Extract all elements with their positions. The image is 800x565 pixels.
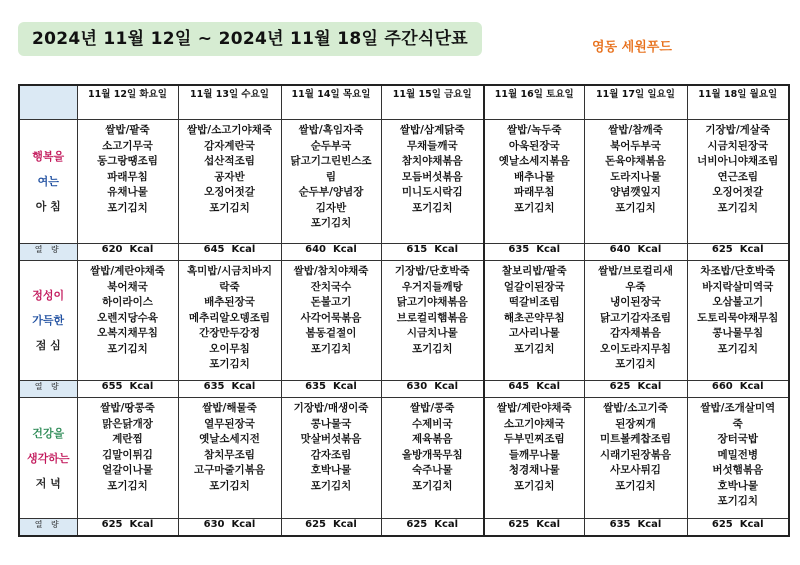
dish-item: 감자채볶음 — [610, 327, 661, 339]
kcal-value: 625 Kcal — [584, 381, 687, 398]
dish-item: 버섯햄볶음 — [712, 464, 764, 476]
dish-item: 포기김치 — [717, 495, 759, 507]
dish-item: 호박나물 — [717, 479, 759, 492]
day-header: 11월 13일 수요일 — [178, 85, 281, 120]
meal-label-line: 점 심 — [35, 339, 61, 352]
day-header: 11월 17일 일요일 — [584, 85, 687, 120]
menu-cell — [484, 120, 584, 244]
dish-item: 북어두부국 — [610, 139, 661, 152]
dish-item: 얼갈이된장국 — [503, 280, 565, 293]
meal-row-dinner — [19, 398, 789, 519]
meal-label-line: 아 침 — [35, 200, 61, 213]
menu-cell — [584, 261, 687, 381]
dish-item: 우죽 — [625, 280, 646, 293]
dish-item: 쌀밥/땅콩죽 — [100, 402, 155, 414]
dish-item: 포기김치 — [310, 217, 352, 229]
meal-label-dinner — [19, 398, 77, 519]
dish-item: 옛날소세지볶음 — [498, 155, 570, 167]
dish-item: 바지락살미역국 — [702, 280, 774, 293]
kcal-row-lunch — [19, 381, 789, 398]
dish-item: 유채나물 — [107, 186, 148, 198]
kcal-value: 640 Kcal — [584, 244, 687, 261]
header-corner — [19, 85, 77, 120]
dish-item: 미니도시락김 — [401, 186, 463, 198]
dish-item: 오징어젓갈 — [204, 186, 255, 198]
kcal-label: 열 량 — [19, 381, 77, 398]
menu-cell — [281, 120, 381, 244]
dish-item: 미트볼케찹조림 — [599, 433, 671, 445]
menu-cell — [584, 120, 687, 244]
dish-item: 오이무침 — [209, 342, 250, 355]
dish-item: 시금치나물 — [406, 327, 458, 339]
dish-item: 감자조림 — [310, 448, 352, 461]
dish-item: 브로컬리햄볶음 — [396, 311, 468, 324]
dish-item: 장터국밥 — [717, 433, 759, 445]
dish-item: 기장밥/단호박죽 — [394, 265, 470, 277]
menu-cell — [77, 261, 178, 381]
dish-item: 포기김치 — [107, 342, 148, 355]
dish-item: 참치무조림 — [204, 448, 255, 461]
dish-item: 무채들깨국 — [406, 139, 458, 152]
dish-item: 포기김치 — [209, 201, 250, 214]
kcal-value: 630 Kcal — [178, 519, 281, 537]
dish-item: 공자반 — [214, 170, 245, 183]
dish-item: 오렌지당수육 — [97, 311, 158, 324]
dish-item: 포기김치 — [107, 201, 148, 214]
dish-item: 쌀밥/조개살미역 — [700, 402, 776, 414]
dish-item: 쌀밥/소고기죽 — [603, 402, 668, 414]
dish-item: 아욱된장국 — [508, 139, 560, 152]
kcal-value: 625 Kcal — [381, 519, 484, 537]
dish-item: 고구마줄기볶음 — [193, 464, 265, 476]
kcal-value: 630 Kcal — [381, 381, 484, 398]
dish-item: 사모사튀김 — [610, 464, 661, 476]
dish-item: 포기김치 — [615, 201, 656, 214]
kcal-value: 615 Kcal — [381, 244, 484, 261]
meal-label-line: 저 녁 — [35, 476, 61, 490]
kcal-row-dinner — [19, 519, 789, 537]
dish-item: 포기김치 — [615, 479, 656, 492]
kcal-value: 635 Kcal — [178, 381, 281, 398]
dish-item: 포기김치 — [513, 479, 555, 492]
meal-label-line: 가득한 — [32, 314, 65, 327]
dish-item: 콩나물무침 — [712, 327, 764, 339]
dish-item: 포기김치 — [717, 201, 759, 214]
dish-item: 간장만두강정 — [199, 327, 260, 339]
menu-cell — [178, 398, 281, 519]
dish-item: 우거지들깨탕 — [401, 280, 463, 293]
dish-item: 냉이된장국 — [610, 296, 661, 308]
dish-item: 제육볶음 — [411, 433, 453, 445]
dish-item: 포기김치 — [209, 358, 250, 370]
menu-cell — [178, 120, 281, 244]
dish-item: 포기김치 — [411, 342, 453, 355]
meal-label-line: 행복을 — [32, 150, 65, 163]
dish-item: 두부민찌조림 — [503, 433, 565, 445]
dish-item: 올방개묵무침 — [401, 448, 463, 461]
dish-item: 찰보리밥/팥죽 — [501, 265, 567, 277]
dish-item: 숙주나물 — [411, 464, 453, 476]
dish-item: 된장찌개 — [615, 417, 656, 430]
dish-item: 쌀밥/삼계닭죽 — [399, 124, 465, 136]
dish-item: 쌀밥/소고기야채죽 — [187, 124, 272, 136]
dish-item: 포기김치 — [513, 201, 555, 214]
dish-item: 쌀밥/흑임자죽 — [298, 124, 364, 136]
kcal-value: 635 Kcal — [281, 381, 381, 398]
dish-item: 쌀밥/팥죽 — [105, 124, 150, 136]
page-title: 2024년 11월 12일 ~ 2024년 11월 18일 주간식단표 — [31, 29, 469, 49]
dish-item: 쌀밥/참치야채죽 — [293, 265, 369, 277]
kcal-value: 645 Kcal — [484, 381, 584, 398]
menu-cell — [381, 398, 484, 519]
kcal-value: 625 Kcal — [687, 244, 789, 261]
day-header: 11월 16일 토요일 — [484, 85, 584, 120]
dish-item: 시금치된장국 — [707, 139, 769, 152]
dish-item: 떡갈비조림 — [508, 296, 560, 308]
dish-item: 파래무침 — [107, 170, 148, 183]
dish-item: 포기김치 — [615, 358, 656, 370]
dish-item: 도토리묵야채무침 — [697, 311, 779, 324]
dish-item: 림 — [325, 170, 337, 183]
menu-cell — [687, 398, 789, 519]
dish-item: 봄동겉절이 — [305, 327, 357, 339]
meal-row-lunch — [19, 261, 789, 381]
dish-item: 쌀밥/브로컬리새 — [598, 265, 673, 277]
dish-item: 쌀밥/콩죽 — [410, 402, 455, 414]
menu-cell — [281, 398, 381, 519]
dish-item: 맑은닭개장 — [102, 417, 153, 430]
day-header: 11월 15일 금요일 — [381, 85, 484, 120]
dish-item: 김자반 — [315, 201, 347, 214]
dish-item: 돈불고기 — [310, 296, 352, 308]
meal-label-line: 생각하는 — [26, 451, 70, 465]
dish-item: 해초곤약무침 — [503, 311, 565, 324]
menu-cell — [381, 261, 484, 381]
dish-item: 메밀전병 — [717, 448, 759, 461]
kcal-value: 620 Kcal — [77, 244, 178, 261]
dish-item: 청경채나물 — [508, 464, 560, 476]
title-banner — [18, 22, 482, 56]
dish-item: 모듬버섯볶음 — [401, 170, 463, 183]
header-row — [19, 85, 789, 120]
dish-item: 너비아니야채조림 — [697, 155, 779, 167]
dish-item: 닭고기야채볶음 — [396, 296, 468, 308]
menu-cell — [178, 261, 281, 381]
dish-item: 포기김치 — [411, 479, 453, 492]
kcal-value: 625 Kcal — [281, 519, 381, 537]
kcal-row-breakfast — [19, 244, 789, 261]
day-header: 11월 12일 화요일 — [77, 85, 178, 120]
meal-label-line: 정성이 — [32, 289, 65, 302]
meal-label-line: 건강을 — [32, 426, 65, 440]
dish-item: 순두부국 — [310, 139, 352, 152]
kcal-value: 655 Kcal — [77, 381, 178, 398]
dish-item: 고사리나물 — [508, 327, 560, 339]
meal-label-breakfast — [19, 120, 77, 244]
dish-item: 락죽 — [219, 280, 240, 293]
dish-item: 호박나물 — [310, 464, 352, 476]
kcal-value: 660 Kcal — [687, 381, 789, 398]
dish-item: 양념깻잎지 — [610, 186, 661, 198]
kcal-value: 625 Kcal — [484, 519, 584, 537]
dish-item: 포기김치 — [310, 342, 352, 355]
dish-item: 오복지채무침 — [97, 327, 158, 339]
dish-item: 오이도라지무침 — [599, 342, 671, 355]
kcal-value: 640 Kcal — [281, 244, 381, 261]
dish-item: 연근조림 — [717, 170, 759, 183]
dish-item: 차조밥/단호박죽 — [700, 265, 776, 277]
dish-item: 쌀밥/참깨죽 — [608, 124, 663, 136]
dish-item: 포기김치 — [209, 479, 250, 492]
dish-item: 배추나물 — [513, 170, 555, 183]
menu-cell — [687, 120, 789, 244]
dish-item: 맛살버섯볶음 — [300, 433, 362, 445]
day-header: 11월 14일 목요일 — [281, 85, 381, 120]
meal-label-lunch — [19, 261, 77, 381]
menu-cell — [484, 398, 584, 519]
kcal-value: 625 Kcal — [687, 519, 789, 537]
menu-cell — [584, 398, 687, 519]
weekly-menu-table — [18, 84, 790, 537]
dish-item: 소고기야채국 — [503, 417, 565, 430]
dish-item: 파래무침 — [513, 186, 555, 198]
dish-item: 얼갈이나물 — [102, 464, 153, 476]
menu-cell — [281, 261, 381, 381]
dish-item: 참치야채볶음 — [401, 155, 463, 167]
dish-item: 동그랑땡조림 — [97, 155, 158, 167]
dish-item: 쌀밥/계란야채죽 — [496, 402, 572, 414]
dish-item: 쌀밥/계란야채죽 — [90, 265, 165, 277]
dish-item: 포기김치 — [411, 201, 453, 214]
dish-item: 시래기된장볶음 — [599, 448, 671, 461]
dish-item: 배추된장국 — [204, 296, 255, 308]
dish-item: 잔치국수 — [310, 280, 352, 293]
dish-item: 죽 — [732, 417, 743, 430]
dish-item: 기장밥/매생이죽 — [293, 402, 369, 414]
dish-item: 콩나물국 — [310, 417, 352, 430]
dish-item: 수제비국 — [411, 417, 453, 430]
menu-cell — [381, 120, 484, 244]
day-header: 11월 18일 월요일 — [687, 85, 789, 120]
dish-item: 포기김치 — [107, 479, 148, 492]
dish-item: 옛날소세지전 — [199, 433, 260, 445]
dish-item: 쌀밥/녹두죽 — [506, 124, 562, 136]
kcal-label: 열 량 — [19, 244, 77, 261]
meal-label-line: 여는 — [37, 175, 59, 188]
menu-cell — [484, 261, 584, 381]
dish-item: 소고기무국 — [102, 139, 153, 152]
brand-name: 영동 세원푸드 — [592, 40, 672, 55]
dish-item: 김말이튀김 — [102, 448, 153, 461]
kcal-label: 열 량 — [19, 519, 77, 537]
dish-item: 오징어젓갈 — [712, 186, 764, 198]
dish-item: 계란찜 — [112, 433, 143, 445]
dish-item: 흑미밥/시금치바지 — [187, 265, 272, 277]
dish-item: 하이라이스 — [102, 296, 153, 308]
dish-item: 섭산적조림 — [204, 155, 255, 167]
menu-cell — [77, 120, 178, 244]
dish-item: 감자계란국 — [204, 139, 255, 152]
kcal-value: 625 Kcal — [77, 519, 178, 537]
dish-item: 포기김치 — [310, 479, 352, 492]
dish-item: 기장밥/게살죽 — [705, 124, 771, 136]
dish-item: 닭고기감자조림 — [599, 311, 671, 324]
dish-item: 들깨무나물 — [508, 448, 560, 461]
dish-item: 순두부/양념장 — [298, 186, 364, 198]
dish-item: 닭고기그린빈스조 — [290, 155, 372, 167]
dish-item: 열무된장국 — [204, 417, 255, 430]
dish-item: 포기김치 — [717, 342, 759, 355]
menu-cell — [77, 398, 178, 519]
meal-row-breakfast — [19, 120, 789, 244]
menu-cell — [687, 261, 789, 381]
dish-item: 쌀밥/해물죽 — [202, 402, 257, 414]
dish-item: 포기김치 — [513, 342, 555, 355]
kcal-value: 645 Kcal — [178, 244, 281, 261]
kcal-value: 635 Kcal — [584, 519, 687, 537]
dish-item: 사각어묵볶음 — [300, 311, 362, 324]
dish-item: 오삼불고기 — [712, 296, 764, 308]
dish-item: 돈육야채볶음 — [605, 155, 666, 167]
dish-item: 북어채국 — [107, 280, 148, 293]
dish-item: 메추리알오뎅조림 — [188, 311, 271, 324]
dish-item: 도라지나물 — [610, 170, 661, 183]
kcal-value: 635 Kcal — [484, 244, 584, 261]
